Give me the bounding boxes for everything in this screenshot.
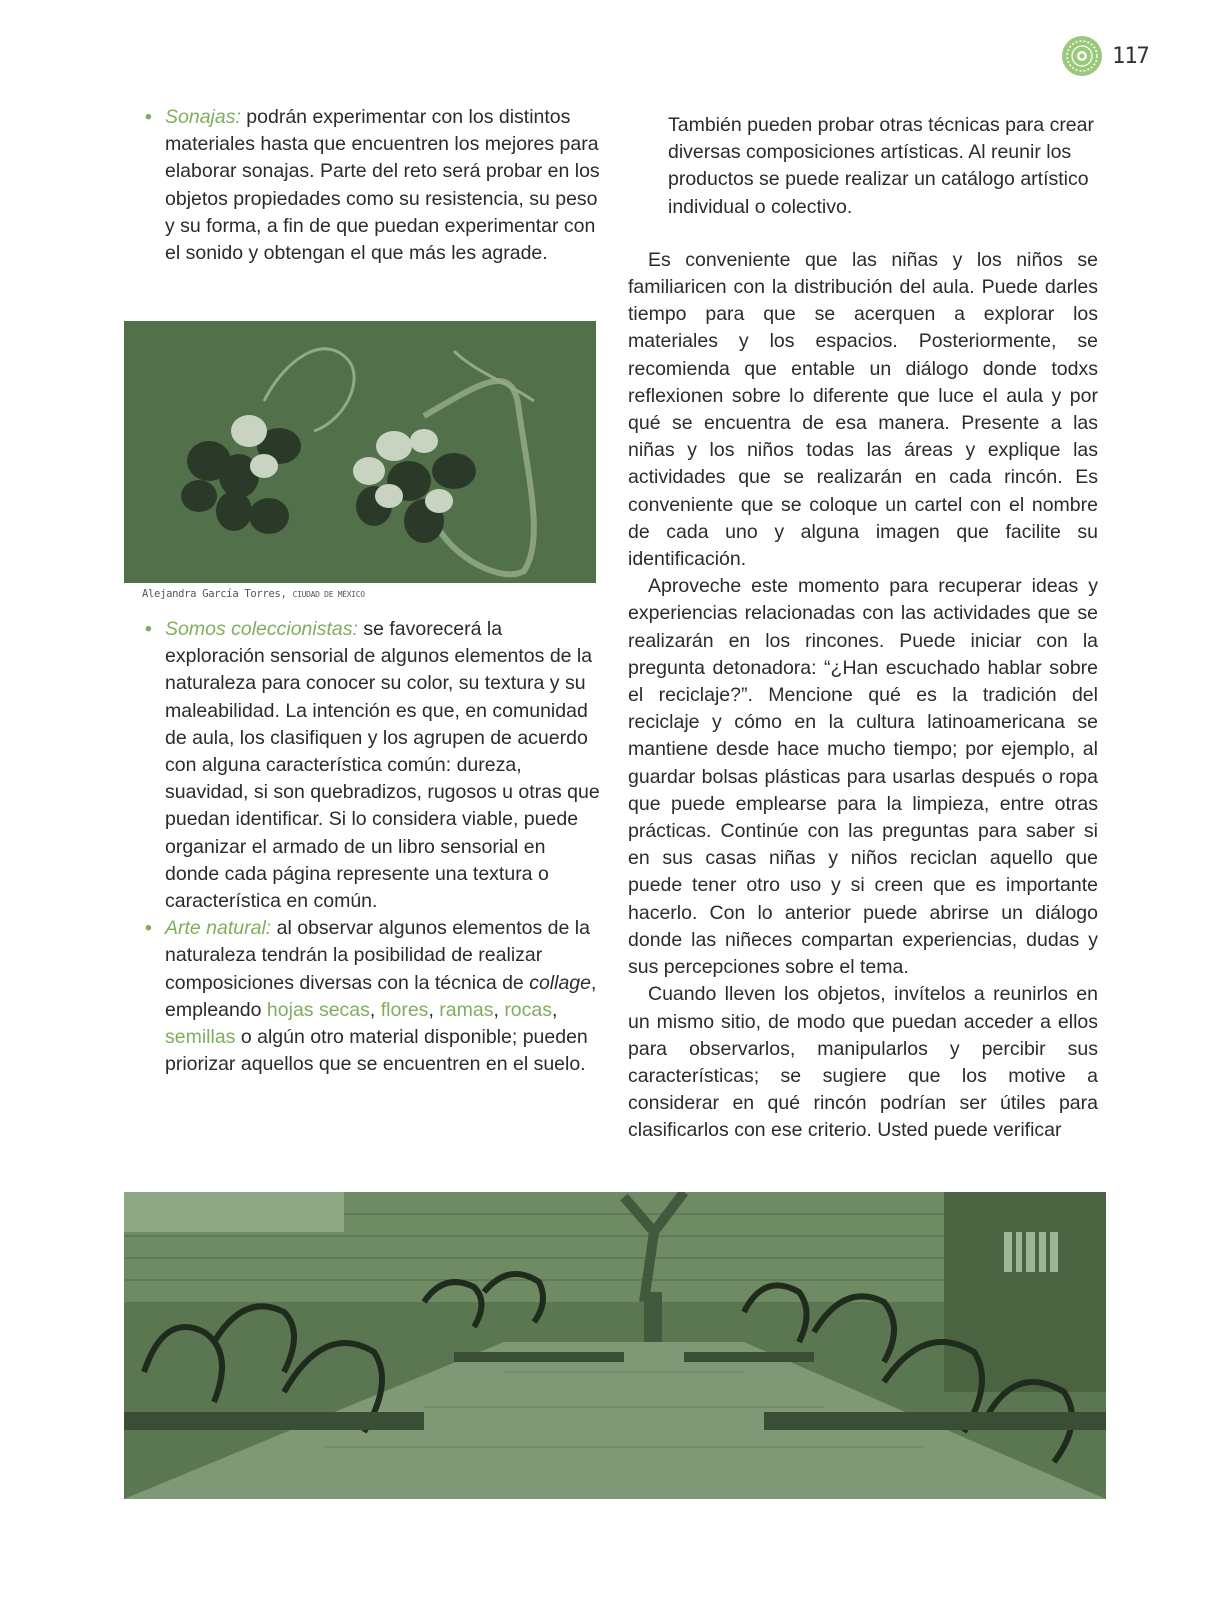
left-column-lower — [145, 616, 600, 1078]
bullet-icon: • — [145, 618, 152, 640]
right-column — [628, 112, 1098, 1145]
bullet-coleccionistas — [145, 616, 600, 915]
separator: , — [369, 998, 381, 1021]
term-arte-natural: Arte natural: — [165, 917, 272, 940]
separator: , — [428, 998, 440, 1021]
photo-classroom — [124, 1192, 1106, 1499]
paragraph-tecnicas: También pueden probar otras técnicas para crear diversas composiciones artísticas. Al reunir los productos se puede realizar un catálogo artístico individual o colectivo. — [668, 114, 1094, 218]
separator: , — [552, 998, 558, 1021]
bullet-sonajas — [145, 104, 600, 267]
photo-caption — [142, 588, 365, 600]
link-hojas-secas[interactable]: hojas secas — [266, 998, 370, 1021]
bullet-icon: • — [145, 106, 152, 128]
sonajas-text: podrán experimentar con los distintos materiales hasta que encuentren los mejores para elaborar sonajas. Parte del reto será probar en los objetos propiedades como su resistencia, su peso y su forma, a fin de que puedan experimentar con el sonido y obtengan el que más les agrade. — [165, 106, 600, 265]
left-column — [145, 104, 600, 267]
link-flores[interactable]: flores — [380, 998, 429, 1021]
caption-place: CIUDAD DE MÉXICO — [292, 590, 365, 599]
caption-name: Alejandra García Torres, — [142, 588, 287, 600]
arte-text-c: o algún otro material disponible; pueden priorizar aquellos que se encuentren en el suelo. — [165, 1026, 588, 1076]
link-semillas[interactable]: semillas — [165, 1026, 236, 1049]
collage-word: collage — [529, 971, 591, 994]
arte-text-a: al observar algunos elementos de la naturaleza tendrán la posibilidad de realizar composiciones diversas con la técnica de — [165, 917, 590, 994]
coleccionistas-text: se favorecerá la exploración sensorial de algunos elementos de la naturaleza para conocer su color, su textura y su maleabilidad. La intención es que, en comunidad de aula, los clasifiquen y los agrupen de acuerdo con alguna característica común: dureza, suavidad, si son quebradizos, rugosos u otras que puedan identificar. Si lo considera viable, puede organizar el armado de un libro sensorial en donde cada página represente una textura o característica en común. — [165, 618, 600, 913]
bullet-arte-natural — [145, 915, 600, 1078]
paragraph-objetos: Cuando lleven los objetos, invítelos a reunirlos en un mismo sitio, de modo que puedan acceder a ellos para observarlos, manipularlos y percibir sus características; se sugiere que los motive a considerar en qué rincón podrían ser útiles para clasificarlos con ese criterio. Usted puede verificar — [628, 983, 1098, 1142]
arte-text-b: , empleando — [165, 971, 597, 1021]
paragraph-reciclaje: Aproveche este momento para recuperar ideas y experiencias relacionadas con las actividades que se realizarán en los rincones. Puede iniciar con la pregunta detonadora: “¿Han escuchado hablar sobre el reciclaje?”. Mencione qué es la tradición del reciclaje y cómo en la cultura latinoamericana se mantiene desde hace mucho tiempo; por ejemplo, al guardar bolsas plásticas para usarlas después o ropa que puede emplearse para la limpieza, entre otras prácticas. Continúe con las preguntas para saber si en sus casas niñas y niños reciclan aquello que puede tener otro uso y si creen que es importante hacerlo. Con lo anterior puede abrirse un diálogo donde las niñeces compartan experiencias, dudas y sus percepciones sobre el tema. — [628, 575, 1098, 979]
rattles-image — [124, 321, 596, 583]
link-ramas[interactable]: ramas — [439, 998, 494, 1021]
photo-rattles — [124, 321, 596, 583]
paragraph-distribucion: Es conveniente que las niñas y los niños se familiaricen con la distribución del aula. Puede darles tiempo para que se acerquen a explorar los materiales y los espacios. Posteriormente, se recomienda que entable un diálogo donde todxs reflexionen sobre lo diferente que luce el aula y por qué se encuentra de esa manera. Presente a las niñas y los niños todas las áreas y explique las actividades que se realizarán en cada rincón. Es conveniente que se coloque un cartel con el nombre de cada uno y alguna imagen que facilite su identificación. — [628, 248, 1098, 571]
classroom-image — [124, 1192, 1106, 1499]
term-coleccionistas: Somos coleccionistas: — [165, 618, 358, 640]
term-sonajas: Sonajas: — [165, 106, 241, 128]
bullet-icon: • — [145, 917, 152, 940]
link-rocas[interactable]: rocas — [504, 998, 552, 1021]
page-number: 117 — [1112, 44, 1149, 69]
separator: , — [493, 998, 505, 1021]
page-emblem-icon — [1060, 34, 1104, 78]
